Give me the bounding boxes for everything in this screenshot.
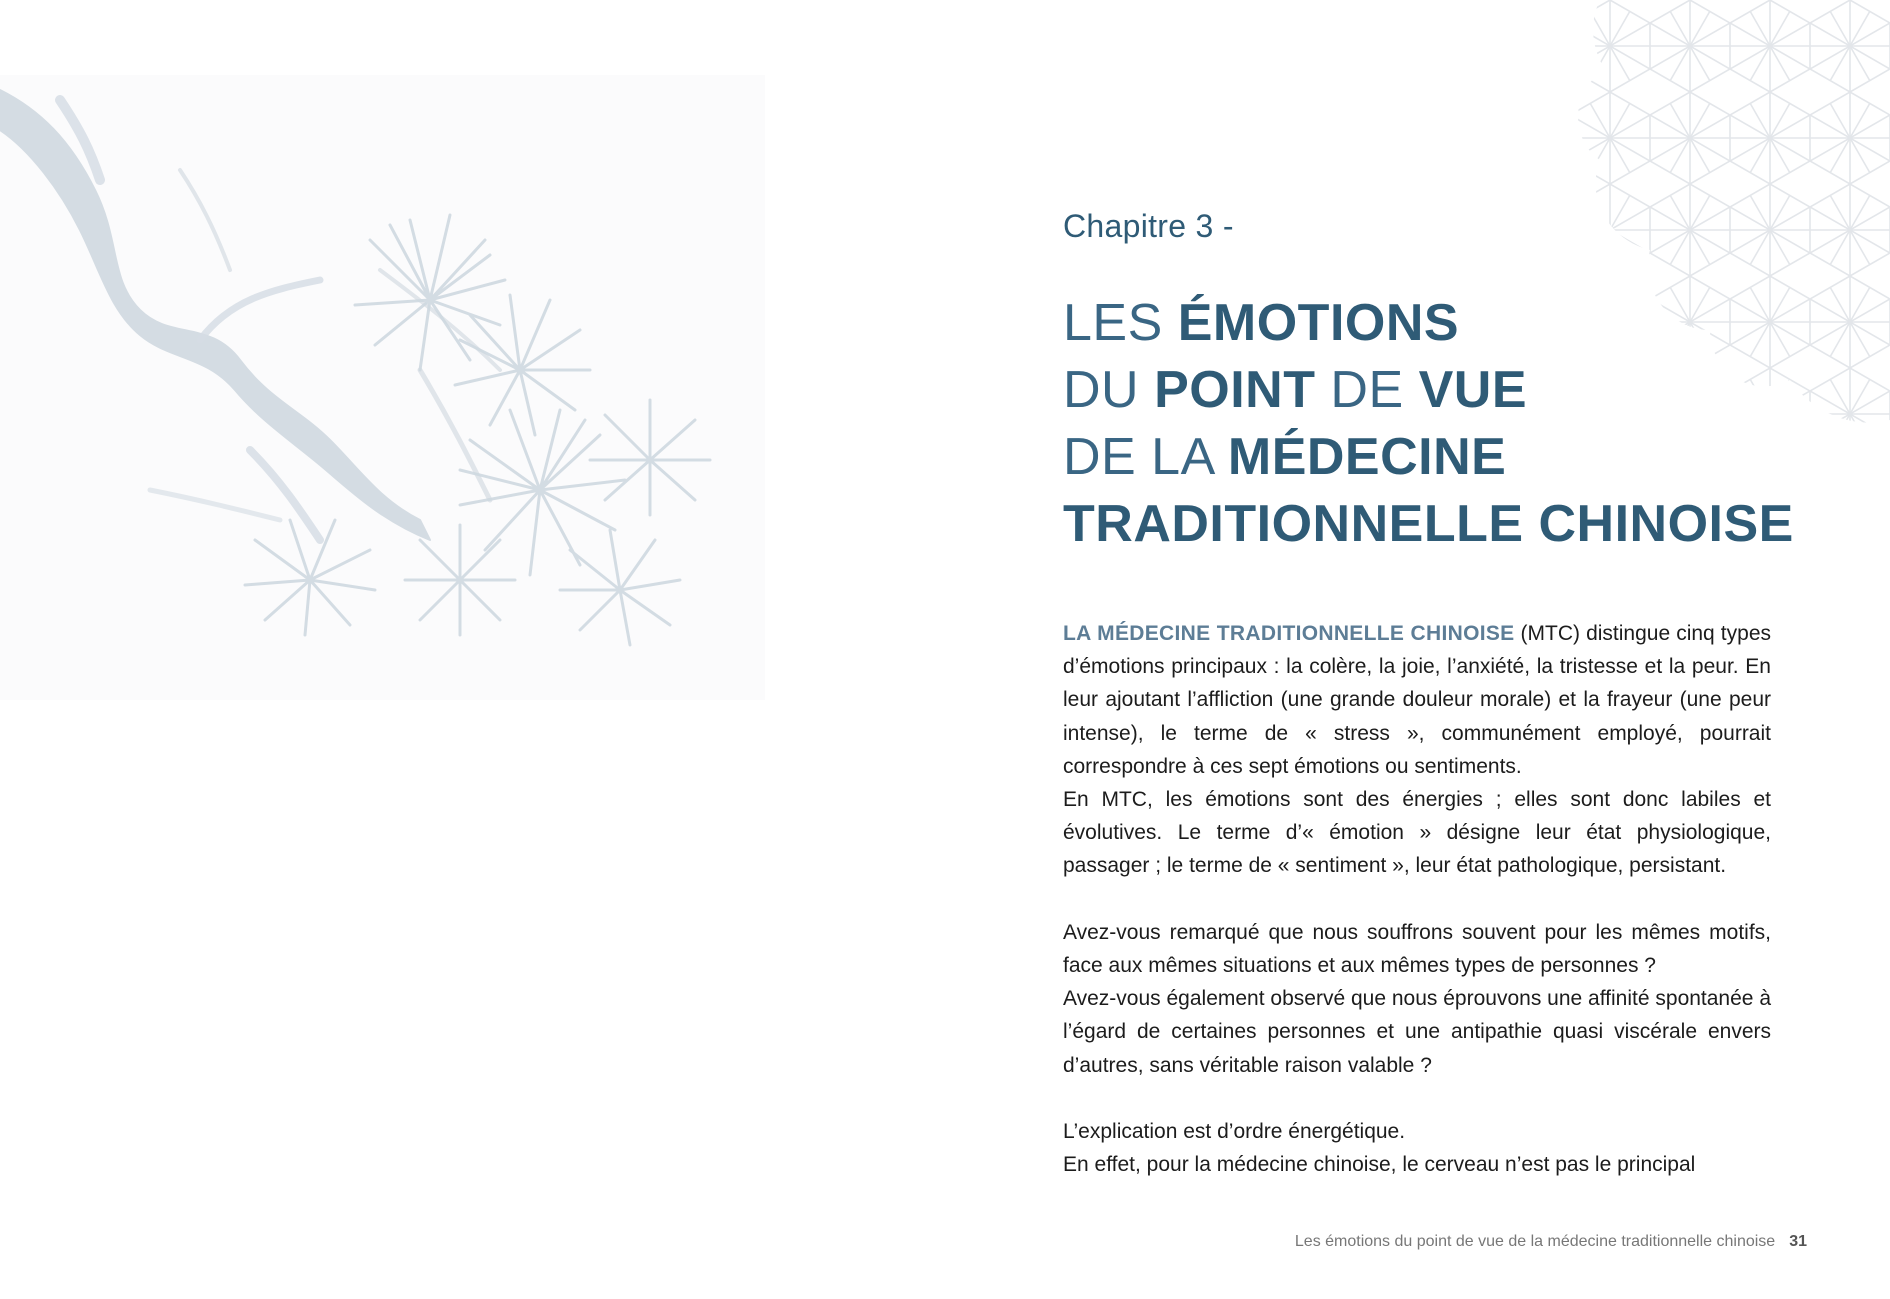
paragraph: Avez-vous remarqué que nous souffrons souvent pour les mêmes motifs, face aux mêmes situations et aux mêmes types de personnes ?	[1063, 920, 1771, 978]
chapter-label: Chapitre 3 -	[1063, 208, 1234, 244]
page-number: 31	[1789, 1233, 1807, 1250]
pine-branch-illustration	[0, 70, 770, 710]
paragraph: En MTC, les émotions sont des énergies ; elles sont donc labiles et évolutives. Le terme d’« émotion » désigne leur état physiologique, passager ; le terme de « sentiment », leur état pathologique, persistant.	[1063, 788, 1771, 878]
title-line-1: LES ÉMOTIONS	[1063, 294, 1460, 352]
running-title: Les émotions du point de vue de la médecine traditionnelle chinoise	[1294, 1233, 1776, 1250]
paragraph-gap	[1063, 1082, 1771, 1115]
paragraph: Avez-vous également observé que nous éprouvons une affinité spontanée à l’égard de certaines personnes et une antipathie quasi viscérale envers d’autres, sans véritable raison valable ?	[1063, 987, 1771, 1077]
paragraph-intro: LA MÉDECINE TRADITIONNELLE CHINOISE (MTC) distingue cinq types d’émotions principaux : la colère, la joie, l’anxiété, la tristesse et la peur. En leur ajoutant l’affliction (une grande douleur morale) et la frayeur (une peur intense), le terme de « stress », communément employé, pourrait correspondre à ces sept émotions ou sentiments.	[1063, 622, 1771, 778]
lead-in-heading: LA MÉDECINE TRADITIONNELLE CHINOISE	[1063, 622, 1515, 645]
body-text	[1063, 617, 1771, 1181]
paragraph: L’explication est d’ordre énergétique.	[1063, 1120, 1406, 1144]
chapter-title	[1063, 290, 1794, 558]
title-line-2: DU POINT DE VUE	[1063, 361, 1528, 419]
paragraph: En effet, pour la médecine chinoise, le cerveau n’est pas le principal	[1063, 1153, 1696, 1177]
page-footer	[1295, 1233, 1807, 1251]
paragraph-gap	[1063, 883, 1771, 916]
title-line-4: TRADITIONNELLE CHINOISE	[1063, 495, 1794, 553]
title-line-3: DE LA MÉDECINE	[1063, 428, 1507, 486]
